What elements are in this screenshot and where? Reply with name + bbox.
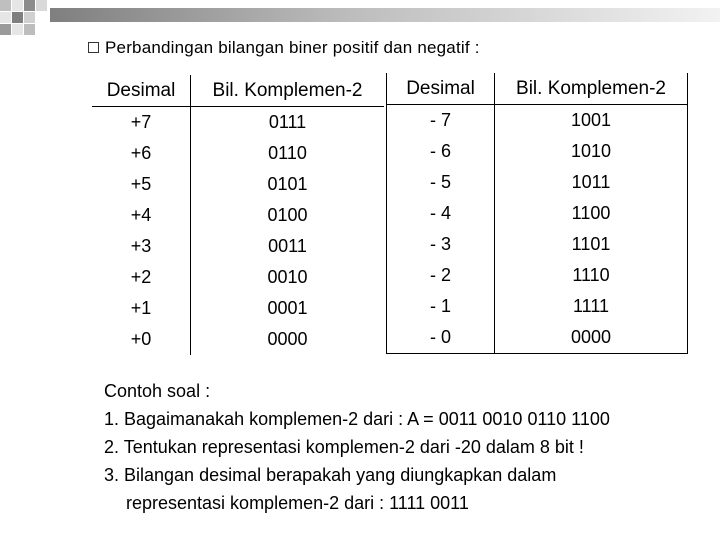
binary-cell: 1101	[571, 234, 611, 254]
table-row	[387, 260, 688, 291]
table-row	[92, 138, 384, 169]
table-row	[92, 200, 384, 231]
positive-numbers-table	[92, 75, 384, 355]
decimal-cell: - 1	[387, 291, 495, 322]
table-row	[387, 322, 688, 354]
examples-title: Contoh soal :	[104, 381, 211, 401]
decorative-header-bar	[50, 8, 720, 22]
binary-cell: 1001	[570, 110, 612, 130]
table-row	[92, 169, 384, 200]
column-header: Desimal	[387, 73, 495, 105]
binary-cell: 1010	[570, 141, 612, 161]
table-row	[387, 136, 688, 167]
example-questions	[104, 377, 610, 517]
decimal-cell: +1	[92, 293, 191, 324]
decimal-cell: - 4	[387, 198, 495, 229]
table-row	[92, 293, 384, 324]
binary-cell: 0001	[267, 298, 308, 318]
decimal-cell: +7	[92, 107, 191, 139]
question-3-continued: representasi komplemen-2 dari : 1111 0011	[126, 493, 469, 513]
slide-heading: Perbandingan bilangan biner positif dan negatif :	[105, 38, 480, 57]
binary-cell: 0011	[268, 236, 307, 256]
decimal-cell: +0	[92, 324, 191, 355]
table-row	[387, 105, 688, 137]
decimal-cell: - 2	[387, 260, 495, 291]
binary-cell: 0010	[267, 267, 308, 287]
binary-cell: 1011	[571, 172, 611, 192]
binary-cell: 0111	[268, 112, 307, 132]
table-row	[92, 231, 384, 262]
table-row	[387, 229, 688, 260]
decimal-cell: +5	[92, 169, 191, 200]
table-row	[92, 324, 384, 355]
column-header: Desimal	[92, 75, 191, 107]
question-2: 2. Tentukan representasi komplemen-2 dari -20 dalam 8 bit !	[104, 437, 584, 457]
binary-cell: 1111	[572, 296, 610, 316]
binary-cell: 0100	[267, 205, 308, 225]
table-header-row	[387, 73, 688, 105]
binary-cell: 1100	[571, 203, 611, 223]
decorative-checker	[0, 0, 60, 44]
column-header: Bil. Komplemen-2	[191, 75, 385, 107]
table-row	[387, 291, 688, 322]
decimal-cell: +2	[92, 262, 191, 293]
decimal-cell: - 7	[387, 105, 495, 137]
decimal-cell: +6	[92, 138, 191, 169]
question-3: 3. Bilangan desimal berapakah yang diungkapkan dalam	[104, 465, 557, 485]
binary-cell: 0110	[268, 143, 307, 163]
decimal-cell: - 5	[387, 167, 495, 198]
decimal-cell: +3	[92, 231, 191, 262]
checkbox-bullet-icon	[88, 42, 99, 53]
negative-numbers-table	[386, 73, 688, 354]
decimal-cell: +4	[92, 200, 191, 231]
decimal-cell: - 3	[387, 229, 495, 260]
column-header: Bil. Komplemen-2	[495, 73, 688, 105]
table-row	[387, 198, 688, 229]
binary-cell: 1110	[572, 265, 610, 285]
binary-cell: 0000	[267, 329, 308, 349]
decimal-cell: - 0	[387, 322, 495, 354]
table-header-row	[92, 75, 384, 107]
question-1: 1. Bagaimanakah komplemen-2 dari : A = 0011 0010 0110 1100	[104, 409, 610, 429]
decimal-cell: - 6	[387, 136, 495, 167]
binary-cell: 0101	[267, 174, 308, 194]
binary-cell: 0000	[570, 327, 612, 347]
table-row	[92, 262, 384, 293]
table-row	[92, 107, 384, 139]
table-row	[387, 167, 688, 198]
